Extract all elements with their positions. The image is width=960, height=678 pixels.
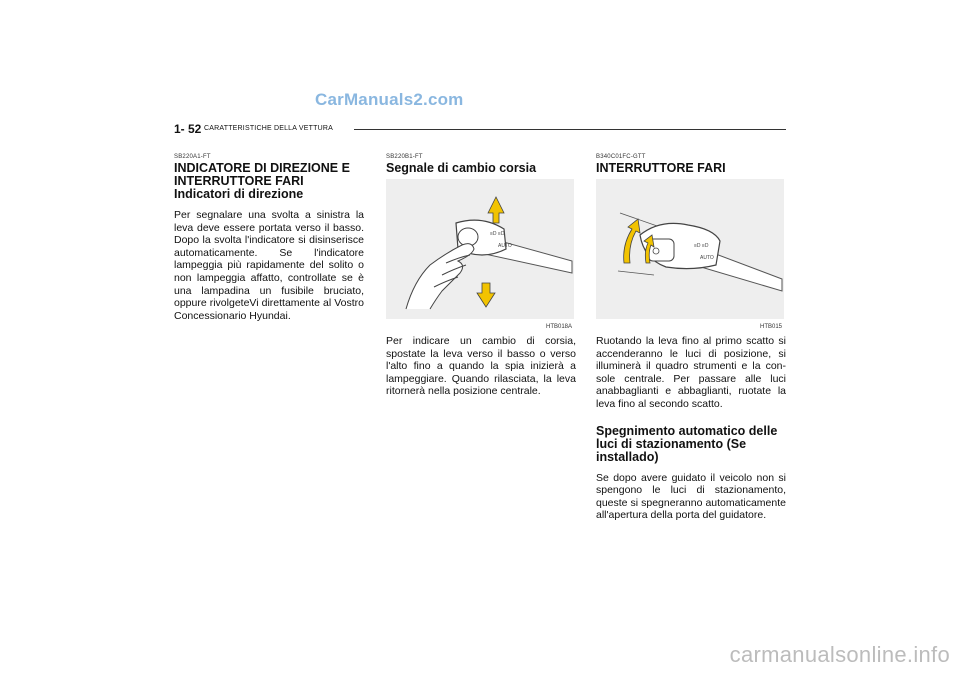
- section-subheading: Spegnimento automatico delle luci di stazionamento (Se installado): [596, 423, 778, 464]
- lane-change-illustration: [386, 179, 574, 330]
- svg-text:AUTO: AUTO: [498, 243, 512, 249]
- figure-label: HTB015: [759, 324, 782, 330]
- column-lane-change: [386, 154, 576, 398]
- page-number: 1- 52: [174, 122, 202, 136]
- header-rule: [354, 129, 786, 130]
- section-body: Ruotando la leva fino al primo scatto si accenderanno le luci di posizione, si illuminerà il quadro strumenti e la con- sole centrale. Per passare alle luci anabbaglianti e abbaglianti, ruotate la leva fino al secondo scatto.: [596, 335, 786, 410]
- section-heading: Segnale di cambio corsia: [386, 161, 537, 175]
- section-code: SB220A1-FT: [174, 154, 211, 160]
- watermark-bottom: carmanualsonline.info: [729, 642, 950, 667]
- section-heading: INTERRUTTORE FARI: [596, 161, 726, 175]
- section-title: CARATTERISTICHE DELLA VETTURA: [204, 125, 333, 132]
- column-turn-signal: [174, 154, 364, 322]
- section-code: SB220B1-FT: [386, 154, 423, 160]
- page-header: [174, 122, 786, 136]
- svg-text:≡D ≡D: ≡D ≡D: [694, 243, 709, 249]
- svg-text:AUTO: AUTO: [700, 255, 714, 261]
- section-heading: INDICATORE DI DIREZIONE E INTERRUTTORE FARI: [174, 161, 350, 188]
- column-headlight-switch: [596, 154, 786, 522]
- watermark-top: CarManuals2.com: [315, 90, 464, 109]
- section-body: Per segnalare una svolta a sinistra la leva deve essere portata verso il basso. Dopo la svolta l'indicatore si disinserisce automaticamente. Se l'indicatore lampeggia più rapidamente del solito o non lampeggia affatto, controllate se è una lampadina un fusibile bruciato, oppure rivolgeteVi direttamente al Vostro Concessionario Hyundai.: [174, 209, 364, 322]
- figure-label: HTB018A: [545, 324, 572, 330]
- section-body: Per indicare un cambio di corsia, spostate la leva verso il basso o verso l'alto fino a quando la spia inizierà a lampeggiare. Quando rilasciata, la leva ritornerà nella posizione centrale.: [386, 335, 576, 398]
- headlight-switch-illustration: [596, 179, 784, 330]
- section-subheading: Indicatori di direzione: [174, 187, 304, 201]
- svg-text:≡D ≡D: ≡D ≡D: [490, 231, 505, 237]
- section-code: B340C01FC-GTT: [596, 154, 646, 160]
- section-body-2: Se dopo avere guidato il veicolo non si spengono le luci di stazionamento, queste si spegneranno automaticamente all'apertura della porta del guidatore.: [596, 471, 786, 522]
